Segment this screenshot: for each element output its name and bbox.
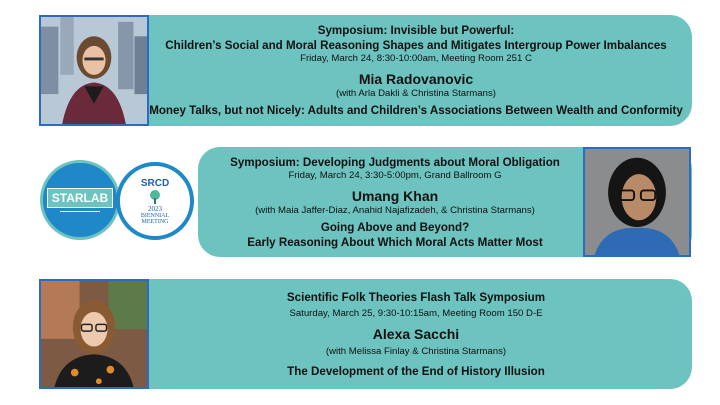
- session-time-location: Saturday, March 25, 9:30-10:15am, Meeting Room 150 D-E: [289, 307, 543, 319]
- coauthors: (with Melissa Finlay & Christina Starmans): [325, 345, 507, 357]
- symposium-title: Symposium: Invisible but Powerful:: [317, 24, 515, 37]
- portrait-image: [41, 17, 147, 124]
- symposium-title: Scientific Folk Theories Flash Talk Symposium: [286, 290, 546, 304]
- talk-title: Money Talks, but not Nicely: Adults and Children’s Associations Between Wealth and Conformity: [149, 104, 683, 117]
- coauthors: (with Arla Dakli & Christina Starmans): [336, 88, 496, 99]
- presenter-photo-mia: [39, 15, 149, 126]
- starlab-logo: [40, 160, 120, 240]
- starlab-underline: [60, 211, 100, 212]
- talk-title-line2: Early Reasoning About Which Moral Acts Matter Most: [247, 235, 543, 249]
- portrait-image: [585, 149, 689, 255]
- symposium-title: Symposium: Developing Judgments about Moral Obligation: [230, 155, 560, 169]
- presenter-photo-umang: [583, 147, 691, 257]
- session-card-3: [108, 279, 692, 389]
- coauthors: (with Maia Jaffer-Diaz, Anahid Najafizadeh, & Christina Starmans): [255, 204, 535, 216]
- srcd-name: SRCD: [140, 177, 170, 189]
- srcd-2023-meeting-logo: [116, 162, 194, 240]
- talk-title: The Development of the End of History Illusion: [287, 364, 545, 378]
- starlab-wordmark: STARLAB: [47, 188, 113, 208]
- session-time-location: Friday, March 24, 8:30-10:00am, Meeting Room 251 C: [300, 53, 532, 64]
- srcd-meeting-line-1: BIENNIAL: [140, 212, 170, 219]
- presenter-name: Alexa Sacchi: [372, 325, 460, 342]
- srcd-meeting-line-2: MEETING: [141, 218, 169, 225]
- symposium-title-line2: Children’s Social and Moral Reasoning Shapes and Mitigates Intergroup Power Imbalances: [165, 39, 667, 52]
- portrait-image: [41, 281, 147, 387]
- presenter-name: Umang Khan: [351, 187, 439, 204]
- talk-title: Going Above and Beyond?: [320, 220, 470, 234]
- srcd-tree-icon: [146, 190, 164, 204]
- presenter-name: Mia Radovanovic: [358, 71, 474, 87]
- session-card-1: [108, 15, 692, 126]
- presenter-photo-alexa: [39, 279, 149, 389]
- srcd-year: 2023: [148, 204, 162, 213]
- session-time-location: Friday, March 24, 3:30-5:00pm, Grand Ballroom G: [288, 169, 502, 181]
